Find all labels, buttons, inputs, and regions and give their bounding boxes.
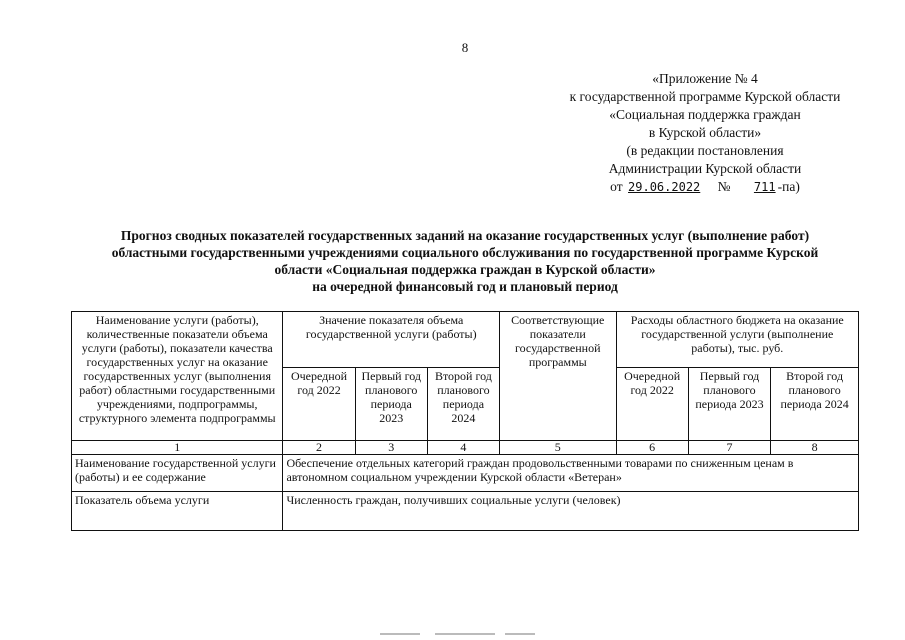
decree-date: 29.06.2022: [628, 180, 701, 194]
table-header-row: [72, 312, 859, 368]
appendix-line: в Курской области»: [648, 125, 762, 140]
header-budget-year: Первый год планового периода 2023: [688, 367, 771, 440]
header-name-column: Наименование услуги (работы), количественные показатели объема услуги (работы), показатели качества государственных услуг на оказание государственных услуг (выполнения работ) областными государственными учреждениями, подпрограммы, структурного элемента подпрограммы: [72, 312, 283, 441]
table-row: [72, 492, 859, 531]
column-number: 4: [427, 441, 499, 455]
title-line: области «Социальная поддержка граждан в Курской области»: [274, 262, 656, 277]
column-number: 6: [616, 441, 688, 455]
appendix-header: [545, 70, 865, 196]
scan-artifact: [380, 633, 420, 635]
row-label: Показатель объема услуги: [72, 492, 283, 531]
number-sign: №: [717, 179, 731, 194]
appendix-line: к государственной программе Курской области: [569, 89, 841, 104]
row-content: Обеспечение отдельных категорий граждан продовольственными товарами по сниженным ценам в автономном социальном учреждении Курской области «Ветеран»: [283, 455, 859, 492]
title-line: областными государственными учреждениями социального обслуживания по государственной программе Курской: [111, 245, 819, 260]
header-budget-group: Расходы областного бюджета на оказание государственной услуги (выполнение работы), тыс. руб.: [616, 312, 858, 368]
page-number: 8: [461, 40, 469, 55]
appendix-line: Администрации Курской области: [608, 161, 802, 176]
date-prefix: от: [610, 179, 623, 194]
number-suffix: -па): [777, 179, 800, 194]
appendix-line: «Социальная поддержка граждан: [609, 107, 801, 122]
appendix-line: «Приложение № 4: [652, 71, 758, 86]
column-number: 7: [688, 441, 771, 455]
indicators-table: [71, 311, 859, 531]
row-label: Наименование государственной услуги (работы) и ее содержание: [72, 455, 283, 492]
decree-number: 711: [753, 180, 776, 194]
title-line: на очередной финансовый год и плановый период: [312, 279, 618, 294]
title-line: Прогноз сводных показателей государственных заданий на оказание государственных услуг (выполнение работ): [120, 228, 810, 243]
column-number-row: [72, 441, 859, 455]
header-budget-year: Очередной год 2022: [616, 367, 688, 440]
header-program-indicators: Соответствующие показатели государственной программы: [500, 312, 617, 441]
header-value-year: Первый год планового периода 2023: [355, 367, 427, 440]
table-row: [72, 455, 859, 492]
column-number: 3: [355, 441, 427, 455]
column-number: 5: [500, 441, 617, 455]
header-value-year: Второй год планового периода 2024: [427, 367, 499, 440]
column-number: 8: [771, 441, 859, 455]
scan-artifact: [505, 633, 535, 635]
scan-artifact: [435, 633, 495, 635]
header-value-group: Значение показателя объема государственной услуги (работы): [283, 312, 500, 368]
column-number: 2: [283, 441, 355, 455]
header-budget-year: Второй год планового периода 2024: [771, 367, 859, 440]
header-value-year: Очередной год 2022: [283, 367, 355, 440]
row-content: Численность граждан, получивших социальные услуги (человек): [283, 492, 859, 531]
appendix-line: (в редакции постановления: [626, 143, 784, 158]
decree-reference: [545, 178, 865, 196]
column-number: 1: [72, 441, 283, 455]
document-title: [60, 227, 870, 295]
